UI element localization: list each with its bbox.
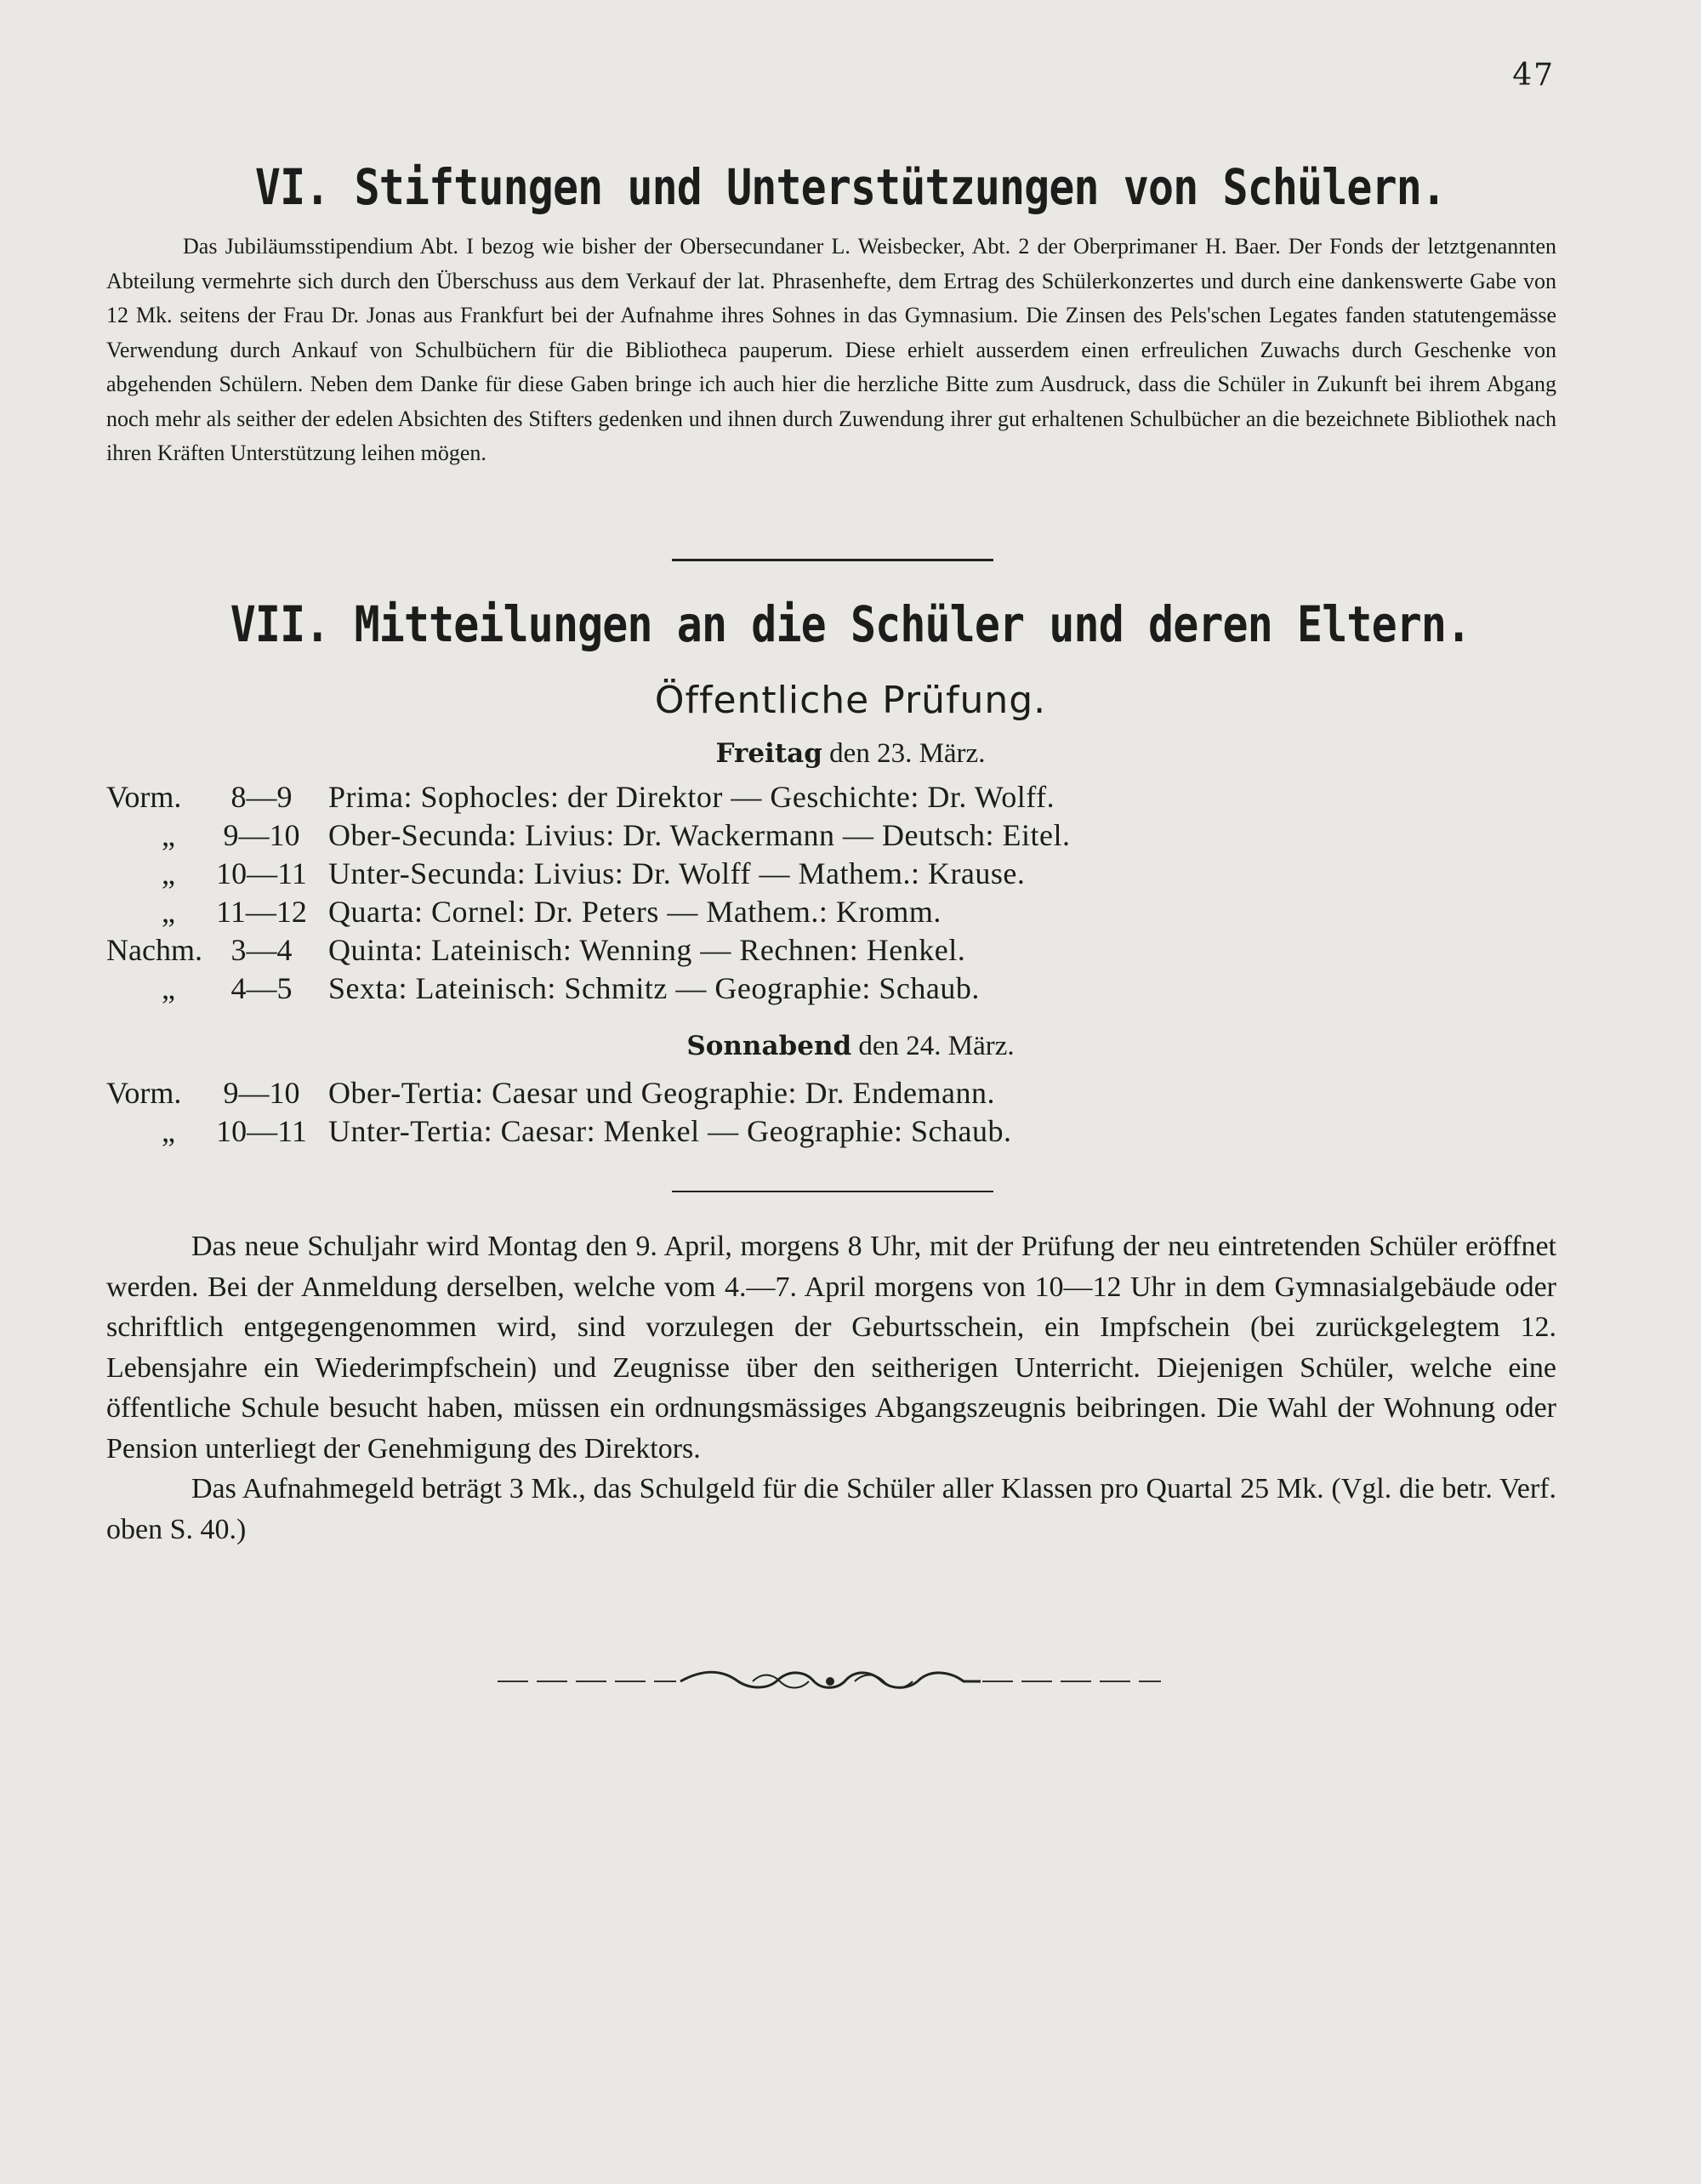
schedule-time: „	[162, 1114, 175, 1148]
admission-text	[106, 1226, 1556, 1550]
schedule-time: „	[162, 818, 175, 852]
schedule-row	[0, 894, 1701, 935]
schedule-hour: 3—4	[230, 933, 293, 967]
page-number: 47	[1512, 58, 1555, 93]
day-date: den 23. März.	[829, 738, 986, 769]
schedule-hour: 10—11	[216, 1114, 307, 1148]
schedule-desc: Ober-Secunda: Livius: Dr. Wackermann — Deutsch: Eitel.	[328, 818, 1071, 852]
schedule-row	[0, 817, 1701, 858]
day-heading-saturday	[0, 1031, 1701, 1062]
section-6-text	[106, 230, 1556, 471]
fees-paragraph: Das Aufnahmegeld beträgt 3 Mk., das Schulgeld für die Schüler aller Klassen pro Quartal 25 Mk. (Vgl. die betr. Verf. oben S. 40.)	[106, 1473, 1556, 1545]
schedule-row	[0, 779, 1701, 820]
schedule-time: Vorm.	[106, 780, 182, 814]
scroll-ornament-icon	[498, 1663, 1161, 1697]
schedule-time: „	[162, 895, 175, 929]
schedule-time: „	[162, 971, 175, 1005]
schedule-row	[0, 856, 1701, 896]
schedule-time: Nachm.	[106, 933, 202, 967]
schedule-desc: Sexta: Lateinisch: Schmitz — Geographie: Schaub.	[328, 971, 980, 1005]
admission-paragraph: Das neue Schuljahr wird Montag den 9. April, morgens 8 Uhr, mit der Prüfung der neu eintretenden Schüler eröffnet werden. Bei der Anmeldung derselben, welche vom 4.—7. April morgens von 10—12 Uhr in dem Gymnasialgebäude oder schriftlich entgegengenommen wird, sind vorzulegen der Geburtsschein, ein Impfschein (bei zurückgelegtem 12. Lebensjahre ein Wiederimpfschein) und Zeugnisse über den seitherigen Unterricht. Diejenigen Schüler, welche eine öffentliche Schule besucht haben, müssen ein ordnungsmässiges Abgangszeugnis beibringen. Die Wahl der Wohnung oder Pension unterliegt der Genehmigung des Direktors.	[106, 1231, 1556, 1465]
section-7-heading: VII. Mitteilungen an die Schüler und deren Eltern.	[230, 595, 1471, 653]
schedule-desc: Ober-Tertia: Caesar und Geographie: Dr. Endemann.	[328, 1076, 995, 1110]
exam-title: Öffentliche Prüfung.	[654, 679, 1047, 722]
schedule-desc: Unter-Tertia: Caesar: Menkel — Geographie: Schaub.	[328, 1114, 1012, 1148]
day-date: den 24. März.	[858, 1031, 1015, 1061]
day-name: Freitag	[715, 738, 822, 769]
schedule-row	[0, 1113, 1701, 1154]
schedule-hour: 9—10	[223, 1076, 300, 1110]
schedule-row	[0, 932, 1701, 973]
divider-rule	[672, 559, 993, 561]
day-name: Sonnabend	[686, 1031, 852, 1061]
schedule-desc: Prima: Sophocles: der Direktor — Geschichte: Dr. Wolff.	[328, 780, 1055, 814]
schedule-hour: 9—10	[223, 818, 300, 852]
schedule-hour: 4—5	[230, 971, 293, 1005]
schedule-time: Vorm.	[106, 1076, 182, 1110]
section-6-paragraph: Das Jubiläumsstipendium Abt. I bezog wie bisher der Obersecundaner L. Weisbecker, Abt. 2 der Oberprimaner H. Baer. Der Fonds der letztgenannten Abteilung vermehrte sich durch den Überschuss aus dem Verkauf der lat. Phrasenhefte, dem Ertrag des Schülerkonzertes und durch eine dankenswerte Gabe von 12 Mk. seitens der Frau Dr. Jonas aus Frankfurt bei der Aufnahme ihres Sohnes in das Gymnasium. Die Zinsen des Pels'schen Legates fanden statutengemässe Verwendung durch Ankauf von Schulbüchern für die Bibliotheca pauperum. Diese erhielt ausserdem einen erfreulichen Zuwachs durch Geschenke von abgehenden Schülern. Neben dem Danke für diese Gaben bringe ich auch hier die herzliche Bitte zum Ausdruck, dass die Schüler in Zukunft bei ihrem Abgang noch mehr als seither der edelen Absichten des Stifters gedenken und ihnen durch Zuwendung ihrer gut erhaltenen Schulbücher an die bezeichnete Bibliothek nach ihren Kräften Unterstützung leihen mögen.	[106, 234, 1556, 465]
schedule-row	[0, 970, 1701, 1011]
schedule-desc: Quinta: Lateinisch: Wenning — Rechnen: Henkel.	[328, 933, 966, 967]
schedule-time: „	[162, 856, 175, 890]
divider-rule	[672, 1191, 993, 1192]
section-6-heading: VI. Stiftungen und Unterstützungen von Schülern.	[254, 158, 1447, 216]
schedule-hour: 11—12	[216, 895, 307, 929]
schedule-desc: Unter-Secunda: Livius: Dr. Wolff — Mathem.: Krause.	[328, 856, 1026, 890]
schedule-hour: 8—9	[230, 780, 293, 814]
day-heading-friday	[0, 738, 1701, 770]
schedule-hour: 10—11	[216, 856, 307, 890]
schedule-desc: Quarta: Cornel: Dr. Peters — Mathem.: Kromm.	[328, 895, 942, 929]
schedule-row	[0, 1075, 1701, 1116]
